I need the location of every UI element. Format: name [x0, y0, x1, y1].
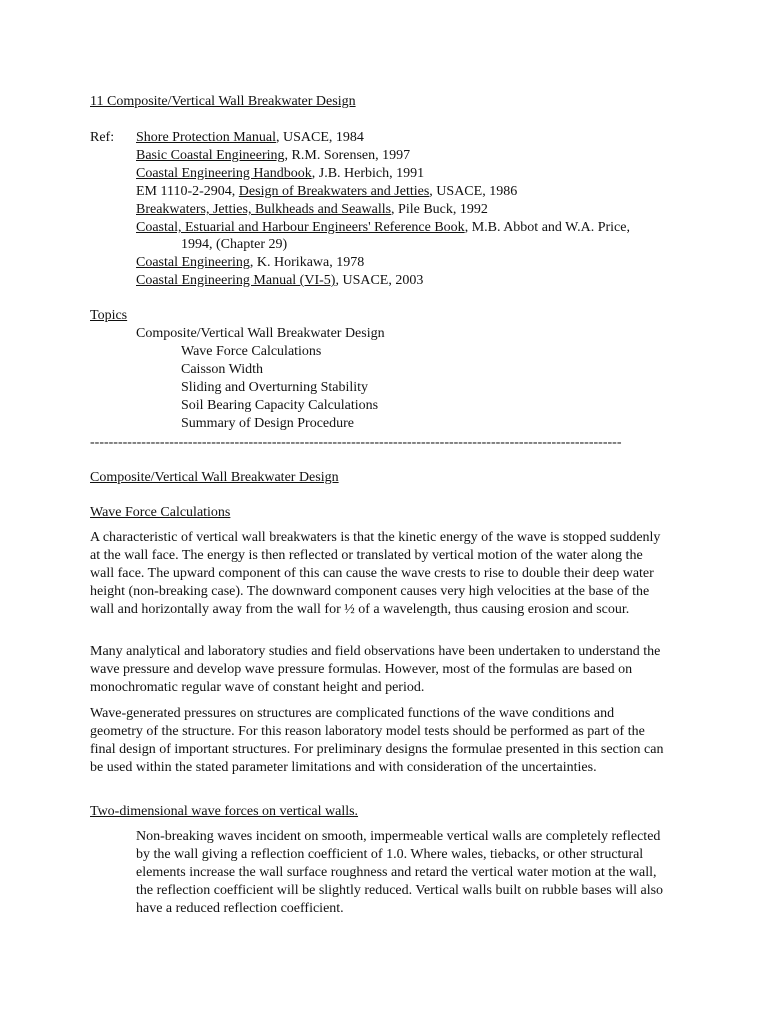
ref-item	[136, 165, 424, 183]
ref-title: Design of Breakwaters and Jetties	[238, 184, 430, 199]
ref-rest: , USACE, 1986	[429, 184, 518, 199]
topic-sub: Sliding and Overturning Stability	[181, 380, 369, 395]
subsection-heading: Wave Force Calculations	[90, 505, 231, 520]
topic-sub: Summary of Design Procedure	[181, 416, 355, 431]
ref-rest: , USACE, 2003	[335, 273, 424, 288]
ref-rest: , Pile Buck, 1992	[391, 202, 488, 217]
ref-item	[136, 272, 423, 290]
section-title: 11 Composite/Vertical Wall Breakwater Design	[90, 94, 356, 109]
ref-title: Breakwaters, Jetties, Bulkheads and Seawalls	[136, 202, 392, 217]
topic-sub: Wave Force Calculations	[181, 344, 322, 359]
paragraph: A characteristic of vertical wall breakwaters is that the kinetic energy of the wave is stopped suddenly at the wall face. The energy is then reflected or translated by vertical motion of the water along the wall face. The upward component of this can cause the wave crests to rise to double their deep water height (non-breaking case). The downward component causes very high velocities at the base of the wall and horizontally away from the wall for ½ of a wavelength, thus causing erosion and scour.	[90, 530, 661, 617]
ref-title: Coastal Engineering	[136, 255, 250, 270]
ref-item	[136, 254, 364, 272]
ref-continuation: 1994, (Chapter 29)	[181, 237, 288, 252]
dashed-divider: ------------------------------------------------------------------------------------------------------------------	[90, 435, 622, 450]
ref-label: Ref:	[90, 130, 115, 145]
paragraph: Many analytical and laboratory studies and field observations have been undertaken to understand the wave pressure and develop wave pressure formulas. However, most of the formulas are based on monochromatic regular wave of constant height and period.	[90, 644, 661, 695]
ref-item	[136, 219, 630, 237]
ref-title: Basic Coastal Engineering	[136, 148, 285, 163]
ref-rest: , J.B. Herbich, 1991	[311, 166, 425, 181]
ref-rest: , K. Horikawa, 1978	[249, 255, 365, 270]
ref-item	[136, 129, 364, 147]
ref-rest: , M.B. Abbot and W.A. Price,	[464, 220, 630, 235]
ref-title: Coastal Engineering Manual (VI-5)	[136, 273, 336, 288]
two-dim-heading: Two-dimensional wave forces on vertical walls.	[90, 804, 359, 819]
ref-item	[136, 201, 488, 219]
topics-heading: Topics	[90, 308, 128, 323]
ref-item	[136, 147, 410, 165]
topic-main: Composite/Vertical Wall Breakwater Design	[136, 326, 385, 341]
topic-sub: Caisson Width	[181, 362, 264, 377]
indented-paragraph: Non-breaking waves incident on smooth, impermeable vertical walls are completely reflected by the wall giving a reflection coefficient of 1.0. Where wales, tiebacks, or other structural elements increase the wall surface roughness and retard the vertical water motion at the wall, the reflection coefficient will be slightly reduced. Vertical walls built on rubble bases will also have a reduced reflection coefficient.	[136, 829, 664, 916]
topic-sub: Soil Bearing Capacity Calculations	[181, 398, 379, 413]
ref-title: Coastal Engineering Handbook	[136, 166, 312, 181]
ref-title: Shore Protection Manual	[136, 130, 276, 145]
paragraph: Wave-generated pressures on structures are complicated functions of the wave conditions and geometry of the structure. For this reason laboratory model tests should be performed as part of the final design of important structures. For preliminary designs the formulae presented in this section can be used within the stated parameter limitations and with consideration of the uncertainties.	[90, 706, 664, 775]
ref-prefix: EM 1110-2-2904,	[136, 184, 239, 199]
ref-title: Coastal, Estuarial and Harbour Engineers' Reference Book	[136, 220, 465, 235]
ref-rest: , R.M. Sorensen, 1997	[284, 148, 411, 163]
ref-item	[136, 183, 517, 201]
section-heading: Composite/Vertical Wall Breakwater Design	[90, 470, 339, 485]
ref-rest: , USACE, 1984	[275, 130, 364, 145]
